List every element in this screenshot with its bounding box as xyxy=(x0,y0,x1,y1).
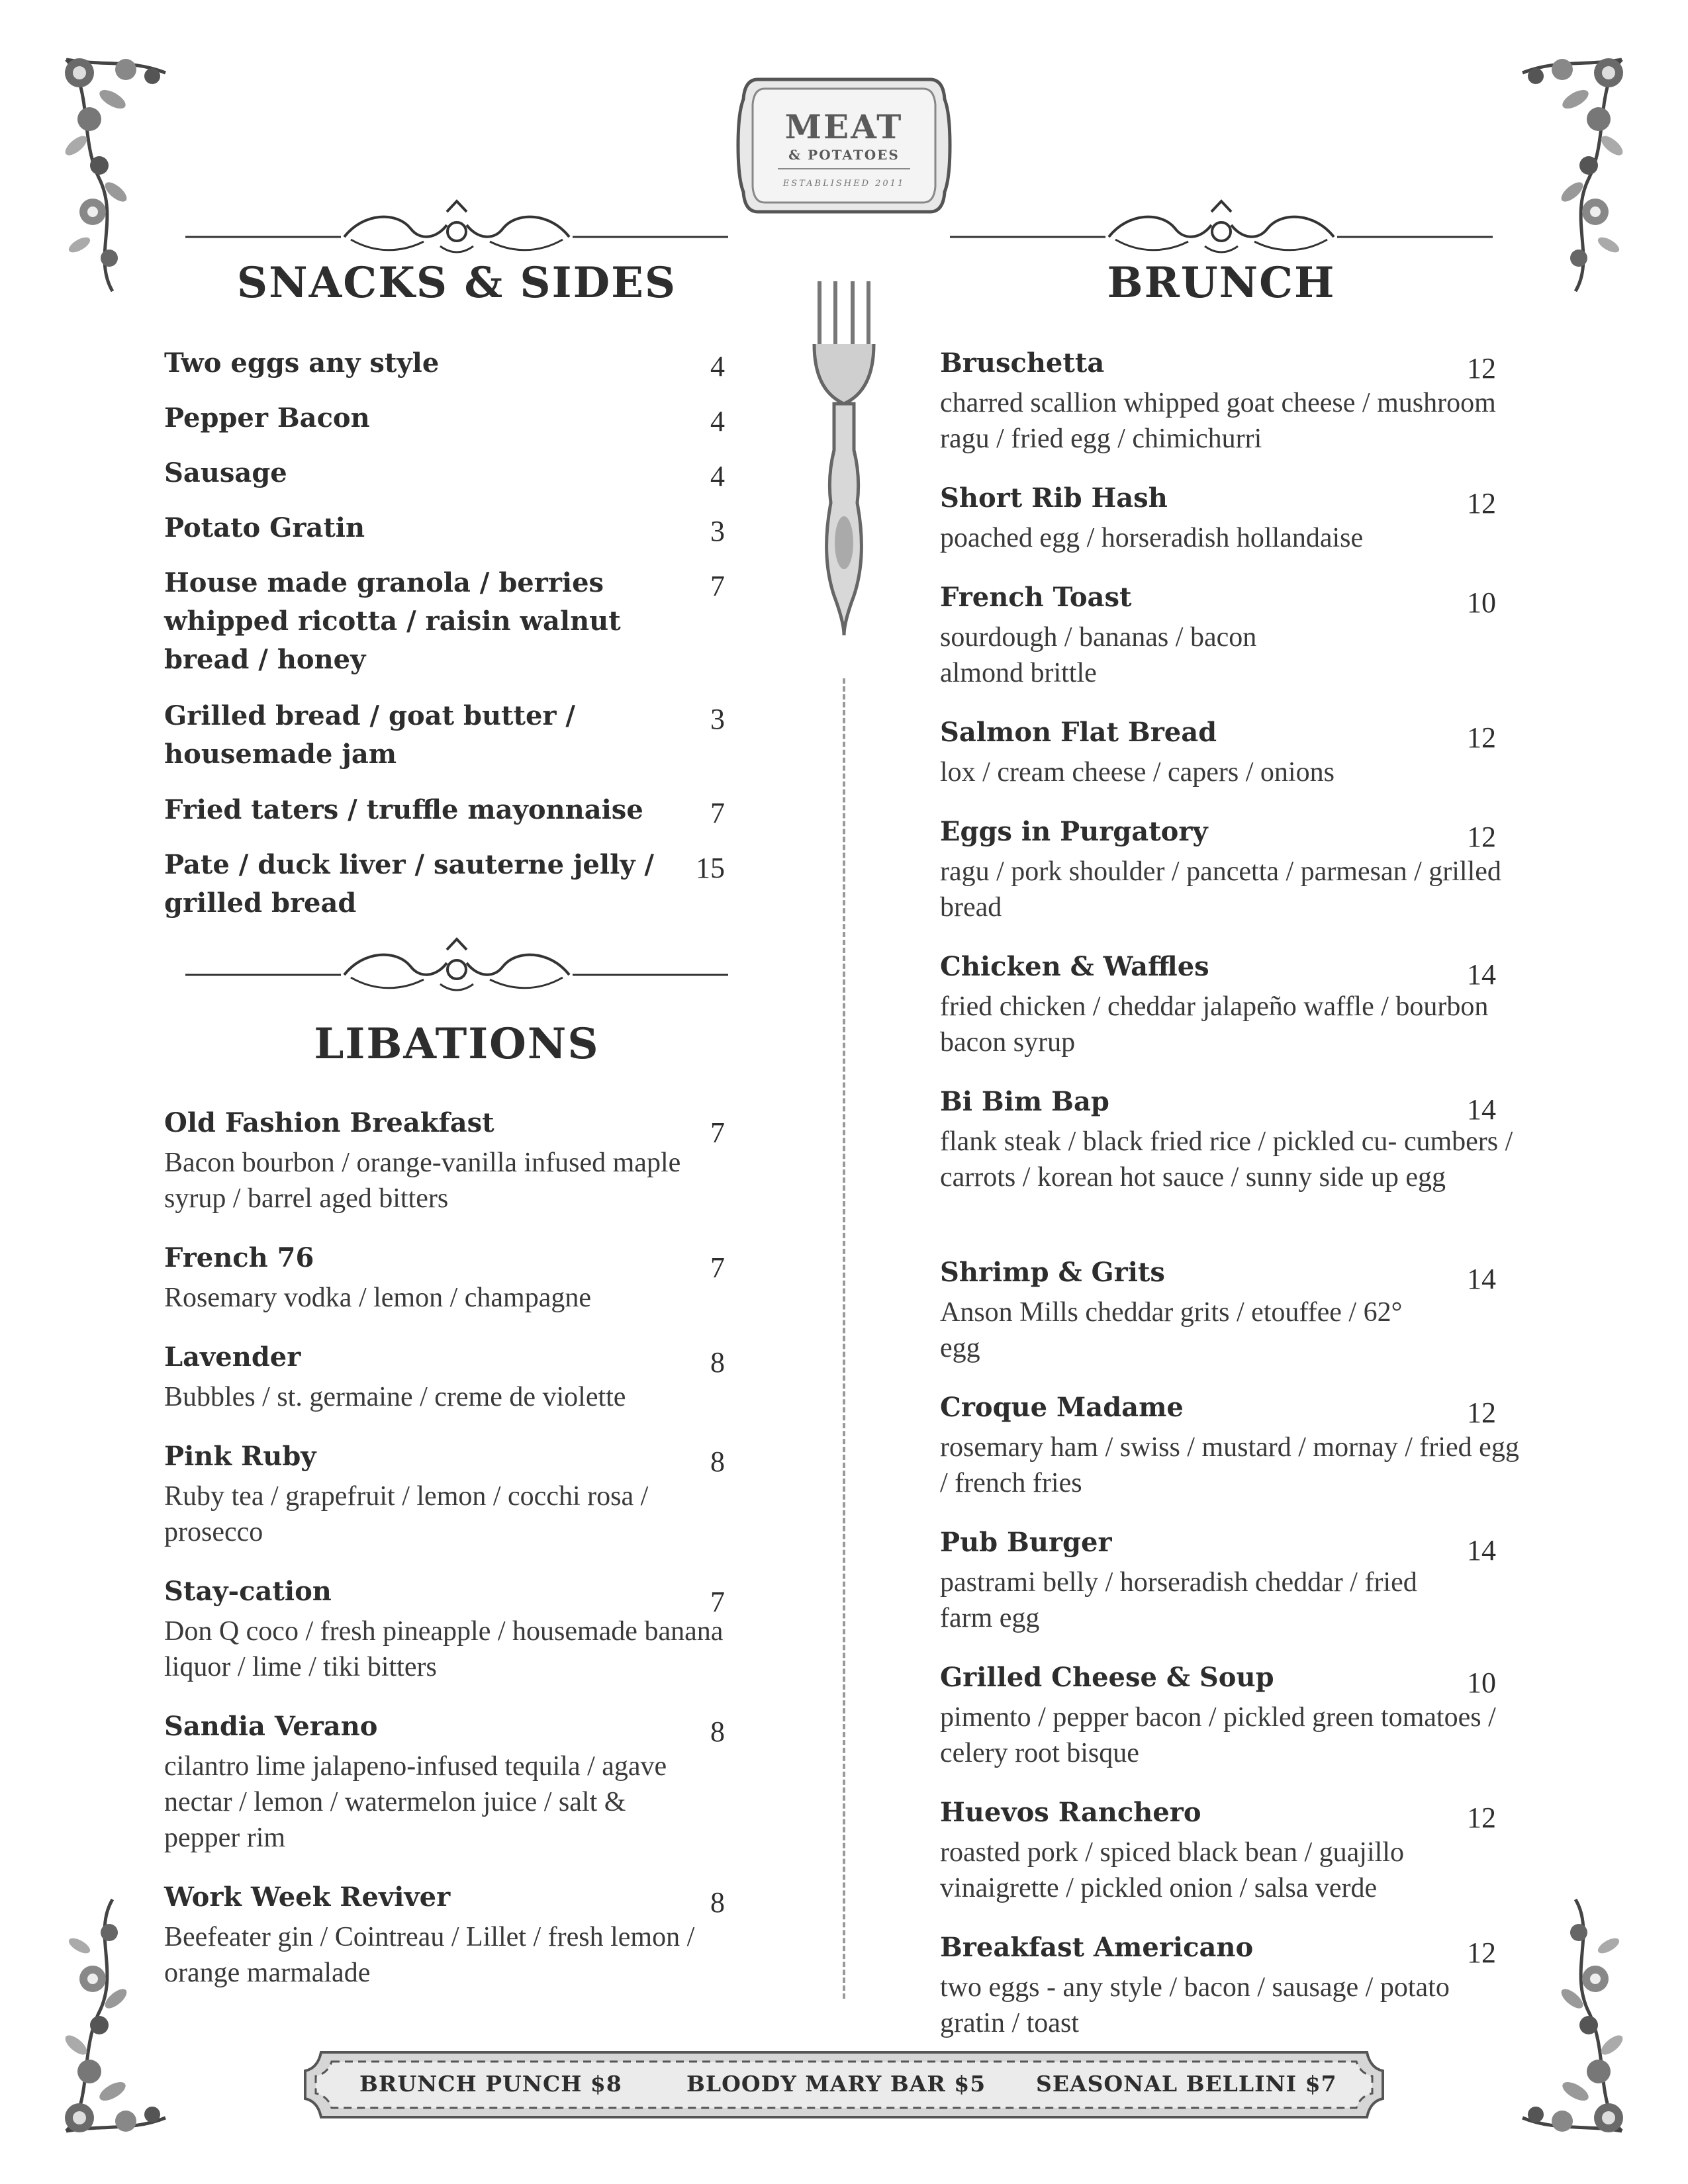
brunch-item-desc: Anson Mills cheddar grits / etouffee / 62° egg xyxy=(940,1297,1403,1363)
libation-item-title: Sandia Verano xyxy=(164,1711,378,1742)
logo-subtitle: & POTATOES xyxy=(788,147,900,163)
libation-item-title: Work Week Reviver xyxy=(164,1882,451,1913)
brunch-item-title: Huevos Ranchero xyxy=(940,1797,1201,1828)
libation-item-desc: Don Q coco / fresh pineapple / housemade banana liquor / lime / tiki bitters xyxy=(164,1616,724,1682)
brunch-item-title: Grilled Cheese & Soup xyxy=(940,1662,1274,1693)
brunch-item-desc: rosemary ham / swiss / mustard / mornay / fried egg / french fries xyxy=(940,1432,1519,1498)
brunch-item-price: 12 xyxy=(1467,821,1496,853)
fork-icon xyxy=(794,278,894,649)
libation-item-title: French 76 xyxy=(164,1242,314,1273)
libation-item-price: 8 xyxy=(710,1715,725,1748)
drink-specials-banner xyxy=(301,2048,1387,2121)
snack-item-price: 3 xyxy=(710,703,725,735)
snack-item-title: Potato Gratin xyxy=(164,512,365,543)
snack-item-price: 4 xyxy=(710,460,725,492)
libation-item-title: Old Fashion Breakfast xyxy=(164,1107,494,1138)
floral-corner-top-left-icon xyxy=(53,46,172,298)
libation-item-price: 7 xyxy=(710,1116,725,1149)
snack-item-title: Two eggs any style xyxy=(164,347,440,379)
brunch-item-desc: fried chicken / cheddar jalapeño waffle / bourbon bacon syrup xyxy=(940,991,1489,1058)
brunch-item-price: 12 xyxy=(1467,1396,1496,1429)
brunch-item-title: Bruschetta xyxy=(940,347,1105,379)
brunch-item-desc: lox / cream cheese / capers / onions xyxy=(940,757,1335,788)
brunch-item-price: 12 xyxy=(1467,487,1496,520)
brunch-item-price: 14 xyxy=(1467,1534,1496,1567)
brunch-punch-label: BRUNCH PUNCH $8 xyxy=(359,2071,622,2097)
brunch-item-desc: flank steak / black fried rice / pickled cu- cumbers / carrots / korean hot sauce / sunny side up egg xyxy=(940,1126,1513,1193)
libation-item-price: 7 xyxy=(710,1586,725,1618)
libation-item-desc: Beefeater gin / Cointreau / Lillet / fresh lemon / orange marmalade xyxy=(164,1922,695,1988)
snack-item-title: Fried taters / truffle mayonnaise xyxy=(164,794,643,825)
snack-item-title: Grilled bread / goat butter / housemade jam xyxy=(164,700,576,770)
brunch-item-title: Bi Bim Bap xyxy=(940,1086,1109,1117)
logo-title: MEAT xyxy=(784,107,904,146)
brunch-item-price: 14 xyxy=(1467,1263,1496,1295)
brunch-heading: BRUNCH xyxy=(1107,258,1336,308)
libation-item-desc: Ruby tea / grapefruit / lemon / cocchi rosa / prosecco xyxy=(164,1481,649,1547)
snack-item-title: House made granola / berries whipped ricotta / raisin walnut bread / honey xyxy=(164,567,621,675)
libation-item-price: 8 xyxy=(710,1346,725,1379)
brunch-item-price: 12 xyxy=(1467,1801,1496,1834)
bloody-mary-bar-label: BLOODY MARY BAR $5 xyxy=(686,2071,986,2097)
brunch-item-title: Salmon Flat Bread xyxy=(940,717,1217,748)
brunch-item-price: 14 xyxy=(1467,1093,1496,1126)
brunch-item-title: Eggs in Purgatory xyxy=(940,816,1208,847)
snack-item-price: 4 xyxy=(710,405,725,437)
libation-item-price: 8 xyxy=(710,1886,725,1919)
brunch-flourish-icon xyxy=(950,199,1493,258)
snack-item-title: Pate / duck liver / sauterne jelly / grilled bread xyxy=(164,849,655,919)
libation-item-desc: cilantro lime jalapeno-infused tequila / agave nectar / lemon / watermelon juice / salt & pepper rim xyxy=(164,1751,667,1853)
brunch-item-title: Short Rib Hash xyxy=(940,482,1168,514)
libation-item-desc: Bubbles / st. germaine / creme de violette xyxy=(164,1382,626,1412)
snack-item-price: 15 xyxy=(696,852,725,884)
center-divider xyxy=(843,678,845,1999)
brunch-item-desc: poached egg / horseradish hollandaise xyxy=(940,523,1364,553)
brunch-item-price: 12 xyxy=(1467,721,1496,754)
brunch-item-title: Breakfast Americano xyxy=(940,1932,1254,1963)
brunch-item-desc: pastrami belly / horseradish cheddar / fried farm egg xyxy=(940,1567,1417,1633)
brunch-item-desc: sourdough / bananas / bacon almond brittle xyxy=(940,622,1257,688)
brunch-item-title: Pub Burger xyxy=(940,1527,1112,1558)
libation-item-title: Lavender xyxy=(164,1342,301,1373)
libation-item-desc: Rosemary vodka / lemon / champagne xyxy=(164,1283,591,1313)
snack-item-title: Pepper Bacon xyxy=(164,402,370,433)
brunch-item-desc: roasted pork / spiced black bean / guajillo vinaigrette / pickled onion / salsa verde xyxy=(940,1837,1404,1903)
libation-item-title: Pink Ruby xyxy=(164,1441,316,1472)
brunch-item-title: French Toast xyxy=(940,582,1132,613)
brunch-item-price: 14 xyxy=(1467,958,1496,991)
snacks-heading: SNACKS & SIDES xyxy=(236,258,677,308)
snack-item-title: Sausage xyxy=(164,457,287,488)
restaurant-logo xyxy=(731,73,957,218)
libation-item-title: Stay-cation xyxy=(164,1576,332,1607)
snacks-flourish-icon xyxy=(185,199,728,258)
brunch-item-desc: ragu / pork shoulder / pancetta / parmesan / grilled bread xyxy=(940,856,1501,923)
floral-corner-top-right-icon xyxy=(1516,46,1635,298)
brunch-item-title: Croque Madame xyxy=(940,1392,1184,1423)
libations-heading: LIBATIONS xyxy=(314,1019,600,1069)
brunch-item-title: Chicken & Waffles xyxy=(940,951,1209,982)
snack-item-price: 7 xyxy=(710,797,725,829)
brunch-item-desc: two eggs - any style / bacon / sausage / potato gratin / toast xyxy=(940,1972,1450,2038)
libation-item-desc: Bacon bourbon / orange-vanilla infused maple syrup / barrel aged bitters xyxy=(164,1148,681,1214)
floral-corner-bottom-right-icon xyxy=(1516,1893,1635,2144)
brunch-item-price: 12 xyxy=(1467,352,1496,385)
snack-item-price: 7 xyxy=(710,570,725,602)
brunch-item-desc: pimento / pepper bacon / pickled green tomatoes / celery root bisque xyxy=(940,1702,1496,1768)
brunch-item-price: 10 xyxy=(1467,586,1496,619)
floral-corner-bottom-left-icon xyxy=(53,1893,172,2144)
libation-item-price: 7 xyxy=(710,1251,725,1284)
libation-item-price: 8 xyxy=(710,1445,725,1478)
brunch-item-price: 12 xyxy=(1467,1936,1496,1969)
libations-flourish-icon xyxy=(185,936,728,996)
brunch-item-title: Shrimp & Grits xyxy=(940,1257,1165,1288)
brunch-item-desc: charred scallion whipped goat cheese / mushroom ragu / fried egg / chimichurri xyxy=(940,388,1496,454)
brunch-item-price: 10 xyxy=(1467,1666,1496,1699)
snack-item-price: 4 xyxy=(710,350,725,383)
logo-established: ESTABLISHED 2011 xyxy=(782,179,906,189)
snack-item-price: 3 xyxy=(710,515,725,547)
seasonal-bellini-label: SEASONAL BELLINI $7 xyxy=(1036,2071,1337,2097)
